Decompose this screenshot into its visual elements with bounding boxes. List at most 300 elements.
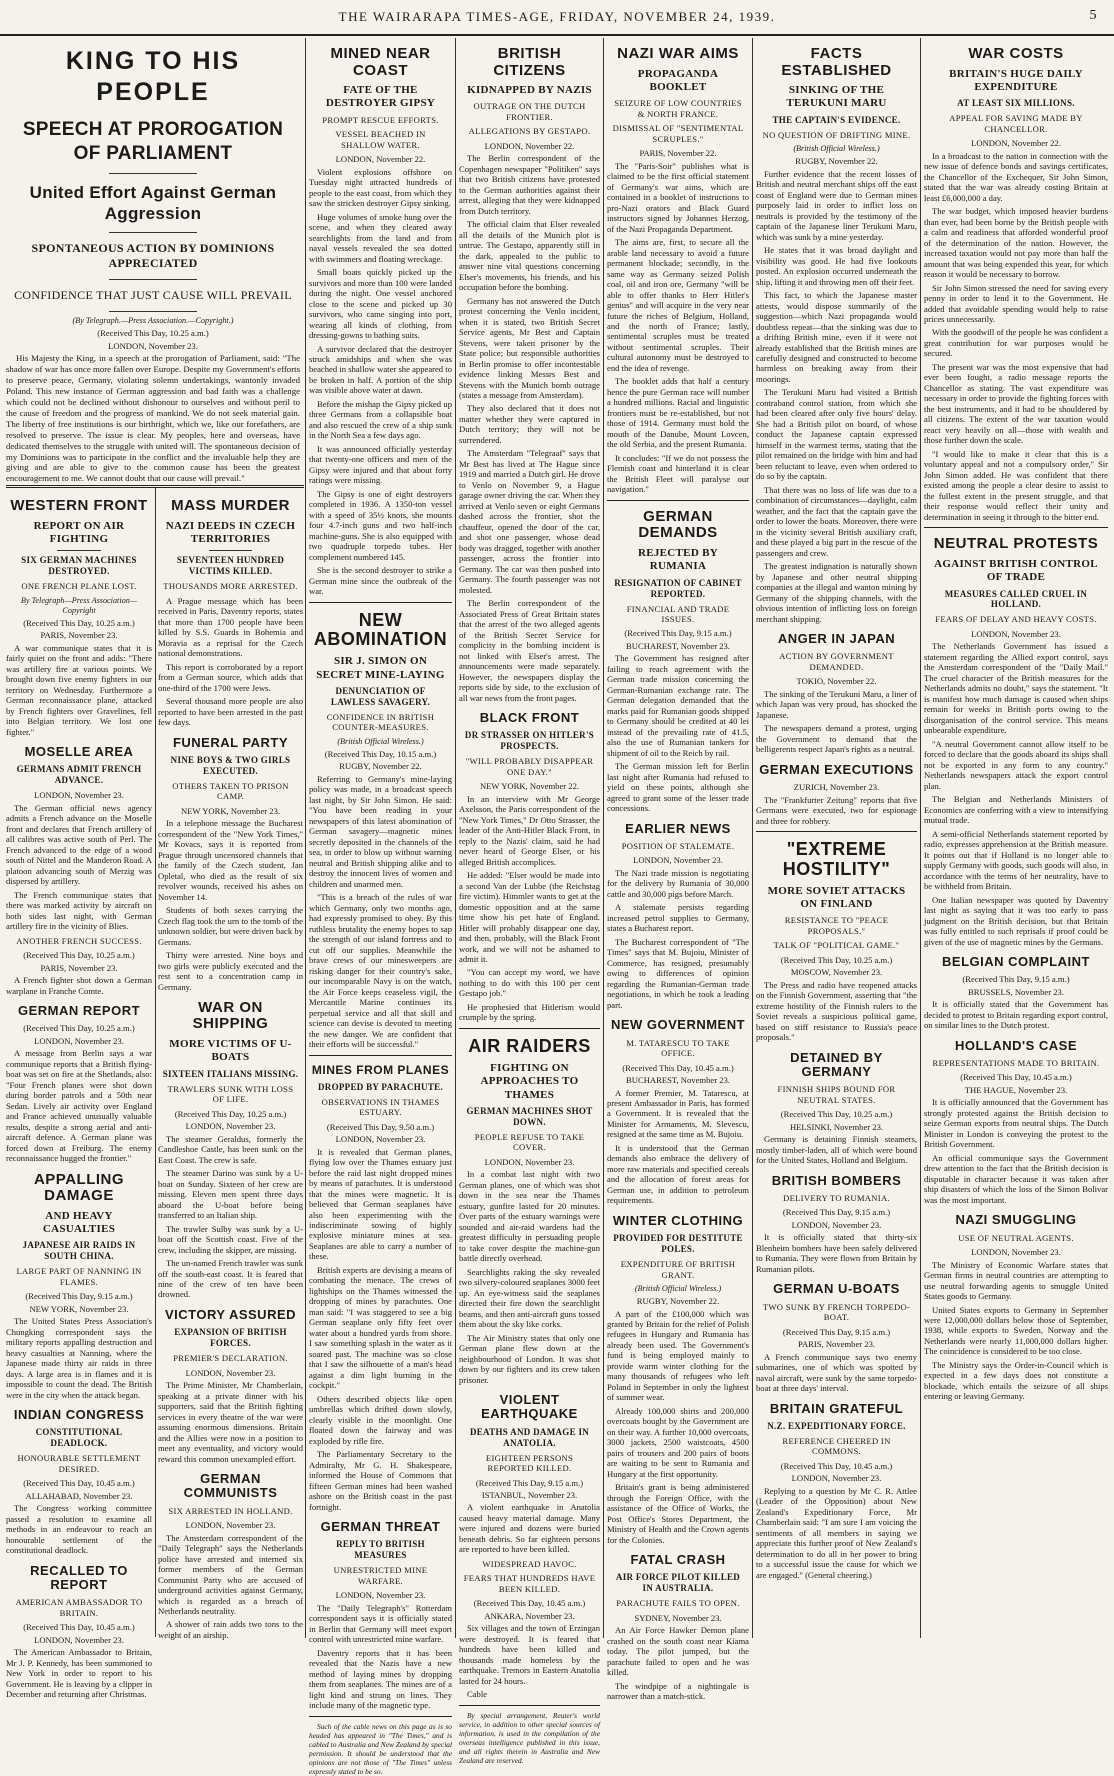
paragraph: The "Paris-Soir" publishes what is claimed to be the first official statement of Germany's war aims, which are contained in a booklet of instructions to pro-Nazi orators and Black Guard instructors signed by Johannes Herzog, of the Nazi Propaganda Department. bbox=[607, 160, 749, 234]
paragraph: The trawler Sulby was sunk by a U-boat off the Scottish coast. Five of the crew, including the skipper, are missing. bbox=[158, 1223, 303, 1255]
subhead: M. TATARESCU TO TAKE OFFICE. bbox=[626, 1037, 730, 1059]
subhead: "WILL PROBABLY DISAPPEAR ONE DAY." bbox=[465, 756, 594, 777]
subhead: NAZI DEEDS IN CZECH TERRITORIES bbox=[165, 519, 296, 545]
paragraph: In a broadcast to the nation in connection with the new issue of defence bonds and savings certificates, the Chancellor of the Exchequer, Sir John Simon, stated that the war was already costing Britain at least £6,000,000 a day. bbox=[924, 150, 1108, 203]
dateline: NEW YORK, November 22. bbox=[479, 781, 580, 792]
paragraph: He states that it was broad daylight and visibility was good. He had five lookouts posted. An explosion occurred underneath the ship, lifting it and throwing men off their feet. bbox=[756, 245, 917, 287]
subhead: DELIVERY TO RUMANIA. bbox=[783, 1193, 890, 1203]
column-rule bbox=[603, 38, 604, 1638]
subhead: PEOPLE REFUSE TO TAKE COVER. bbox=[474, 1131, 585, 1153]
paragraph: The Bucharest correspondent of "The Times" says that M. Bujoiu, Minister of Commerce, has resigned, presumably owing to differences of opinion regarding the Rumanian-German trade negotiations, in which he took a leading part. bbox=[607, 936, 749, 1010]
paragraph: Thirty were arrested. Nine boys and two girls were publicly executed and the rest sent to a concentration camp in Germany. bbox=[158, 950, 303, 992]
received-line: (Received This Day, 10.15 a.m.) bbox=[324, 748, 437, 759]
paragraph: A former Premier, M. Tatarescu, at present Ambassador in Paris, has formed a Government. It is revealed that the Minister for Armaments, M. Slevescu, resigned at the same time as M. Bujoiu. bbox=[607, 1087, 749, 1140]
paragraph: Cable bbox=[467, 1689, 488, 1700]
headline: APPALLING DAMAGE bbox=[33, 1170, 125, 1205]
subhead: SIR J. SIMON ON SECRET MINE-LAYING bbox=[316, 655, 445, 681]
paragraph: A part of the £100,000 which was granted by Britain for the relief of Polish refugees in Hungary and Rumania has already been used. The Government's fund is being employed mainly to provide warm winter clothing for the many thousands of refugees who left Poland in September in only the lightest of summer wear. bbox=[607, 1308, 749, 1403]
paragraph: The French communique states that there was marked activity by aircraft on both sides last night, with German artillery fire in the vicinity of Blies. bbox=[6, 889, 152, 932]
column-rule bbox=[752, 38, 753, 1638]
footnote: By special arrangement, Reuter's world service, in addition to other special sources of information, is used in the compilation of the overseas intelligence published in this issue, and all rights therein in Australia and New Zealand are reserved. bbox=[459, 1710, 600, 1765]
article-body: His Majesty the King, in a speech at the prorogation of Parliament, said: "The shadow of war has once more fallen over Europe. Despite my Government's efforts to preserve peace, Germany, violating solemn undertakings, wantonly invaded Poland. This new instance of German aggression and bad faith was a challenge which could not be declined without dishonour to ourselves and without peril to the cause of freedom and the progress of mankind. We do not seek material gain. The liberty of free institutions is our birthright, which we, like our forefathers, are resolved to preserve. The issue is clear. My peoples, here and overseas, have dedicated themselves to the struggle with united will. The spontaneous decision of my Dominions was to participate in the conflict and the invaluable help they are giving and are able to give to the common cause has been the greatest encouragement to me. We cannot doubt that our cause will prevail." bbox=[6, 353, 300, 484]
divider bbox=[924, 527, 1108, 528]
dateline: HELSINKI, November 23. bbox=[789, 1121, 884, 1132]
paragraph: The greatest indignation is naturally shown by Japanese and other neutral shipping companies at the illegal and wanton mining by Germany of the shipping channels, with the obvious intention of inflicting loss on foreign merchant shipping. bbox=[756, 561, 917, 624]
headline: BLACK FRONT bbox=[479, 710, 580, 726]
received-line: (Received This Day, 9.15 a.m.) bbox=[624, 628, 732, 639]
paragraph: This report is corroborated by a report from a German source, which adds that one-third of the 1700 were Jews. bbox=[158, 661, 303, 693]
received-line: (Received This Day, 9.15 a.m.) bbox=[962, 974, 1070, 985]
dateline: THE HAGUE, November 23. bbox=[964, 1084, 1068, 1095]
dateline: RUGBY, November 22. bbox=[795, 156, 878, 167]
dateline: LONDON, November 23. bbox=[971, 1247, 1061, 1258]
dateline: NEW YORK, November 23. bbox=[29, 1303, 129, 1314]
received-line: (Received This Day, 10.45 a.m.) bbox=[622, 1062, 734, 1073]
paragraph: Searchlights raking the sky revealed two silvery-coloured seaplanes 3000 feet up. An eye-witness said the seaplanes directed their fire down the searchlight beams, and then anti-aircraft guns tossed them about the sky like corks. bbox=[459, 1266, 600, 1330]
subhead: REPORT ON AIR FIGHTING bbox=[33, 519, 125, 545]
headline: VICTORY ASSURED bbox=[164, 1306, 297, 1322]
subhead: OTHERS TAKEN TO PRISON CAMP. bbox=[172, 780, 289, 802]
subhead: NINE BOYS & TWO GIRLS EXECUTED. bbox=[170, 754, 291, 776]
received-line: (Received This Day, 10.25 a.m.) bbox=[174, 1108, 287, 1119]
subhead: OBSERVATIONS IN THAMES ESTUARY. bbox=[321, 1096, 440, 1118]
paragraph: British experts are devising a means of combating the menace. The crews of lightships on the Thames witnessed the dropping of mines by parachutes. One man said: "I was staggered to see a big German seaplane only fifty feet over water about a hundred yards from shore. I saw something splash in the water as it soared past. The machine was so close that I saw the silhouette of a man's head against a dim light burning in the cockpit." bbox=[309, 1264, 452, 1391]
subhead: N.Z. EXPEDITIONARY FORCE. bbox=[767, 1420, 906, 1431]
paragraph: The Government has resigned after failing to reach agreement with the German trade mission concerning the German-Rumanian exchange rate. The German delegation demanded that the marks paid for Rumanian goods shipped to Germany should be credited at 40 lei instead of the prevailing rate of 41.5, also the use of Rumanian tankers for shipment of oil to the Reich by rail. bbox=[607, 653, 749, 758]
subhead: REPRESENTATIONS MADE TO BRITAIN. bbox=[932, 1058, 1100, 1068]
headline: NEW ABOMINATION bbox=[313, 609, 448, 650]
subhead: FEARS THAT HUNDREDS HAVE BEEN KILLED. bbox=[463, 1573, 596, 1594]
subhead: FINNISH SHIPS BOUND FOR NEUTRAL STATES. bbox=[777, 1084, 896, 1105]
subhead: PROVIDED FOR DESTITUTE POLES. bbox=[613, 1233, 743, 1255]
column-5 bbox=[607, 38, 749, 1702]
received-line: (Received This Day, 9.15 a.m.) bbox=[782, 1207, 891, 1218]
column-3 bbox=[309, 38, 452, 1776]
paragraph: "I would like to make it clear that this is a voluntary appeal and not a compulsory order," Sir John Simon added. He was confident that there existed among the people a clear desire to assist to the fullest extent in the present struggle, and that their response would reflect their unity and determination in seeing it through to the bitter end. bbox=[924, 448, 1108, 522]
masthead bbox=[0, 0, 1114, 36]
dateline: LONDON, November 23. bbox=[34, 1634, 124, 1645]
paragraph: Already 100,000 shirts and 200,000 overcoats bought by the Government are on their way. A further 10,000 overcoats, 3000 jackets, 2500 waistcoats, 4500 pairs of trousers and 200 pairs of boots are waiting to be sent to Rumania and Hungary at the first opportunity. bbox=[607, 1405, 749, 1479]
paragraph: "This is a breach of the rules of war which Germany, only two months ago, had expressly promised to obey. By this ruthless brutality the enemy hopes to sap the strength of our island fortress and to cut off our supplies. Meanwhile the brave crews of our minesweepers are risking danger for their country's sake, our incomparable Navy is on the watch, the Air Force keeps ceaseless vigil, the Mercantile Marine continues its perpetual service and all that skill and science can devise is devoted to meeting the new danger. We are confident that their efforts will be successful." bbox=[309, 892, 452, 1050]
dateline: LONDON, November 23. bbox=[185, 1367, 276, 1378]
paragraph: The German official news agency admits a French advance on the Moselle front and declares that French artillery of all calibres was active south of Perl. The French advanced to the edge of a wood south of Nittel and the Manderon Road. A platoon advancing south of Merzig was dispersed by artillery. bbox=[6, 802, 152, 887]
dateline: PARIS, November 22. bbox=[639, 148, 717, 159]
subhead: DENUNCIATION OF LAWLESS SAVAGERY. bbox=[330, 686, 431, 708]
paragraph: It is officially stated that the Government has decided to protest to Britain regarding export control, on similar lines to the Dutch protest. bbox=[924, 999, 1108, 1031]
subhead: SEIZURE OF LOW COUNTRIES & NORTH FRANCE. bbox=[614, 98, 742, 119]
paragraph: "A neutral Government cannot allow itself to be forced to declare that the goods aboard its ships shall not be exported in any form to any country." Netherlands newspapers attack the export control plan. bbox=[924, 738, 1108, 791]
paragraph: The Gipsy is one of eight destroyers completed in 1936. A 1350-ton vessel with a speed of 35½ knots, she mounts four 4.7-inch guns and two half-inch machine-guns. She is also equipped with two quadruple torpedo tubes. Her complement numbered 145. bbox=[309, 488, 452, 562]
paragraph: That there was no loss of life was due to a combination of circumstances—daylight, calm weather, and the fact that the captain gave the order to lower the boats. Moreover, there were in the vicinity several British auxiliary craft, and these played a big part in the rescue of the passengers and crew. bbox=[756, 484, 917, 558]
deck: SPONTANEOUS ACTION BY DOMINIONS APPRECIATED bbox=[31, 241, 275, 271]
subhead: THE CAPTAIN'S EVIDENCE. bbox=[772, 114, 901, 125]
subhead: MEASURES CALLED CRUEL IN HOLLAND. bbox=[944, 588, 1088, 610]
dateline: LONDON, November 23. bbox=[34, 790, 124, 801]
dateline: LONDON, November 22. bbox=[335, 154, 426, 165]
deck: United Effort Against German Aggression bbox=[29, 183, 277, 224]
subhead: AGAINST BRITISH CONTROL OF TRADE bbox=[934, 557, 1098, 584]
paragraph: The un-named French trawler was sunk off the south-east coast. It is feared that nine of the crew of ten have been drowned. bbox=[158, 1258, 303, 1300]
column-rule bbox=[920, 38, 921, 1638]
subhead: PREMIER'S DECLARATION. bbox=[173, 1353, 288, 1364]
paragraph: With the goodwill of the people he was confident a great contribution for war purposes would be secured. bbox=[924, 327, 1108, 359]
paragraph: Small boats quickly picked up the survivors and more than 100 were landed during the night. One vessel anchored close to the scene and picked up 30 survivors, who came singing into port, wearing all kinds of clothing, from dressing-gowns to bathing suits. bbox=[309, 267, 452, 341]
column-7 bbox=[924, 38, 1108, 1638]
subhead: PROMPT RESCUE EFFORTS. bbox=[322, 114, 439, 125]
subhead: GERMAN MACHINES SHOT DOWN. bbox=[466, 1105, 593, 1127]
paragraph: The Netherlands Government has issued a statement regarding the Allied export control, says the Amsterdam correspondent of the "Daily Mail." The cruel character of the British measures for the Netherlands admits no doubt," says the statement. "It is manifest how much damage is caused when ships remain for weeks in British ports owing to the disorganisation of the control service. This means unbearable expenditure. bbox=[924, 641, 1108, 736]
subhead: RESISTANCE TO "PEACE PROPOSALS." bbox=[784, 915, 889, 936]
paragraph: They also declared that it does not matter whether they were captured in Dutch territory; they will not be surrendered. bbox=[459, 403, 600, 445]
headline: FACTS ESTABLISHED bbox=[781, 45, 892, 79]
dateline: PARIS, November 23. bbox=[40, 630, 118, 641]
subhead: DR STRASSER ON HITLER'S PROSPECTS. bbox=[464, 730, 595, 752]
dateline: PARIS, November 23. bbox=[797, 1339, 876, 1350]
dateline: ANKARA, November 23. bbox=[484, 1610, 575, 1621]
subhead: SIX GERMAN MACHINES DESTROYED. bbox=[21, 555, 137, 577]
paragraph: The Amsterdam "Telegraaf" says that Mr Best has lived at The Hague since 1919 and married a Dutch girl. He drove to Venlo on November 9, a Hague garage owner driving the car. When they arrived at Venlo seven or eight Germans dashed across the frontier, shot the chauffeur, opened the door of the car, and shot one passenger, whose dead body was dragged, together with another passenger, across the frontier into Germany. The car was then pushed into Germany. The fourth passenger was not molested. bbox=[459, 448, 600, 595]
paragraph: The official claim that Elser revealed all the details of the Munich plot is untrue. The Gestapo, apparently still in the dark, appealed to the public to answer nine vital questions concerning Elser's movements, his friends, and his occupation before the bombing. bbox=[459, 219, 600, 293]
received-line: (Received This Day, 10.25 a.m.) bbox=[97, 328, 209, 339]
subhead: EIGHTEEN PERSONS REPORTED KILLED. bbox=[485, 1452, 574, 1474]
paragraph: Replying to a question by Mr C. R. Attlee (Leader of the Opposition) about New Zealand's Expeditionary Force, Mr Chamberlain said: "I am sure I am voicing the sentiments of all members in saying we appreciate this further proof of New Zealand's determination to do all in her power to bring to a successful issue the cause for which we are engaged." (General cheering.) bbox=[756, 1485, 917, 1580]
paragraph: A French communique says two enemy submarines, one of which was spotted by naval aircraft, were sunk by the same torpedo-boat at three days' interval. bbox=[756, 1351, 917, 1394]
subhead: CONFIDENCE IN BRITISH COUNTER-MEASURES. bbox=[326, 711, 435, 733]
paragraph: In an interview with Mr George Axelsson, the Paris correspondent of the "New York Times," Dr Otto Strasser, the leader of the Anti-Hitler Black Front, in reply to the Nazis' claim, said he had never heard of George Elser, or his alleged British accomplices. bbox=[459, 793, 600, 867]
subhead: ALLEGATIONS BY GESTAPO. bbox=[468, 126, 591, 137]
headline: MINES FROM PLANES bbox=[311, 1062, 450, 1077]
paragraph: In a combat last night with two German planes, one of which was shot down in the sea near the Thames estuary, gunfire lasted for 20 minutes. Over parts of the estuary warnings were sounded and air-raid wardens had the greatest difficulty in persuading people to take cover despite the machine-gun battle directly overhead. bbox=[459, 1169, 600, 1264]
paragraph: United States exports to Germany in September were 12,000,000 dollars below those of September, 1938, while exports to Sweden, Norway and the Netherlands were nearly 11,000,000 dollars higher. The coincidence is considered to be too close. bbox=[924, 1304, 1108, 1357]
paragraph: The Belgian and Netherlands Ministers of Economics are conferring with a view to intensifying mutual trade. bbox=[924, 794, 1108, 826]
paragraph: The Berlin correspondent of the Copenhagen newspaper "Politiken" says that two British citizens have protested to the German authorities against their arrest, alleging that they were kidnapped from Dutch territory. bbox=[459, 153, 600, 216]
headline: GERMAN REPORT bbox=[17, 1003, 141, 1019]
paragraph: One Italian newspaper was quoted by Daventry last night as saying that it was too early to pass judgment on the British decision, but that Britain was fully entitled to such reprisals if proof could be given of the use of magnetic mines by the Germans. bbox=[924, 894, 1108, 947]
paragraph: The "Daily Telegraph's" Rotterdam correspondent says it is officially stated in Berlin that Germany will meet export control with unrestricted mine warfare. bbox=[309, 1602, 452, 1645]
subhead: REPLY TO BRITISH MEASURES bbox=[336, 1539, 425, 1561]
paragraph: The Ministry of Economic Warfare states that German firms in neutral countries are attempting to use neutral forwarding agents to smuggle United States goods to Germany. bbox=[924, 1259, 1108, 1302]
dateline: MOSCOW, November 23. bbox=[790, 967, 883, 978]
paragraph: The steamer Geraldus, formerly the Candleshoe Castle, has been sunk on the East Coast. The crew is safe. bbox=[158, 1133, 303, 1165]
dateline: LONDON, November 23. bbox=[335, 1134, 426, 1145]
headline: KING TO HIS PEOPLE bbox=[65, 47, 241, 106]
subhead: OUTRAGE ON THE DUTCH FRONTIER. bbox=[473, 101, 586, 122]
divider bbox=[309, 602, 452, 603]
received-line: (Received This Day, 10.45 a.m.) bbox=[23, 1478, 135, 1489]
dateline: SYDNEY, November 23. bbox=[634, 1612, 722, 1623]
paragraph: The newspapers demand a protest, urging the Government to demand that the belligerents respect Japan's rights as a neutral. bbox=[756, 723, 917, 755]
subhead: APPEAL FOR SAVING MADE BY CHANCELLOR. bbox=[949, 113, 1083, 134]
subhead: EXPANSION OF BRITISH FORCES. bbox=[174, 1327, 287, 1349]
subhead: FINANCIAL AND TRADE ISSUES. bbox=[626, 603, 730, 624]
paragraph: An Air Force Hawker Demon plane crashed on the south coast near Kiama today. The pilot jumped, but the parachute failed to open and he was killed. bbox=[607, 1625, 749, 1678]
received-line: (Received This Day, 10.45 a.m.) bbox=[23, 1622, 135, 1633]
subhead: FEARS OF DELAY AND HEAVY COSTS. bbox=[935, 614, 1097, 625]
dateline: BUCHAREST, November 23. bbox=[626, 640, 730, 651]
received-line: (Received This Day, 10.45 a.m.) bbox=[960, 1072, 1072, 1083]
headline: BRITAIN GRATEFUL bbox=[769, 1400, 904, 1416]
headline: MOSELLE AREA bbox=[24, 744, 134, 760]
dateline: BUCHAREST, November 23. bbox=[626, 1075, 730, 1086]
paragraph: The Amsterdam correspondent of the "Daily Telegraph" says the Netherlands police have arrested and interned six former members of the German Communist Party who are accused of underground activities against Germany, which is regarded as a breach of Netherlands neutrality. bbox=[158, 1532, 303, 1616]
paragraph: A survivor declared that the destroyer struck amidships and when she was beached in shallow water she appeared to be broken in half. A portion of the ship was visible above water at dawn. bbox=[309, 343, 452, 396]
paragraph: Sir John Simon stressed the need for saving every penny in order to lend it to the Government. He added that avoidable spending would help to raise prices unnecessarily. bbox=[924, 282, 1108, 324]
dateline: LONDON, November 23. bbox=[108, 340, 198, 351]
paragraph: The United States Press Association's Chungking correspondent says the military reports appalling destruction and heavy casualties at Nanning, where the Japanese made thirty air raids in three days. A large area is in flames and it is impossible to count the dead. The British were in the city when the attack began. bbox=[6, 1316, 152, 1400]
paragraph: Huge volumes of smoke hung over the scene, and when they cleared away searchlights from the land and from naval vessels revealed the sea dotted with swimmers and floating wreckage. bbox=[309, 211, 452, 264]
paragraph: He added: "Elser would be made into a second Van der Lubbe (the Reichstag fire victim). Himmler wants to get at the domestic opposition and at the same time show his pet hate of England. Hitler will probably disappear one day, and then, probably, will the Black Front work, and we will not be ashamed to admit it. bbox=[459, 870, 600, 964]
deck: CONFIDENCE THAT JUST CAUSE WILL PREVAIL bbox=[14, 288, 292, 302]
headline: BRITISH BOMBERS bbox=[771, 1172, 902, 1188]
subhead: REJECTED BY RUMANIA bbox=[637, 546, 718, 573]
paragraph: Violent explosions offshore on Tuesday night attracted hundreds of people to the east coast, from which they saw the stricken destroyer Gipsy sinking. bbox=[309, 166, 452, 209]
headline: HOLLAND'S CASE bbox=[954, 1037, 1078, 1053]
subhead: AIR FORCE PILOT KILLED IN AUSTRALIA. bbox=[615, 1572, 741, 1594]
king-article bbox=[6, 38, 300, 483]
dateline: LONDON, November 23. bbox=[185, 1121, 276, 1132]
paragraph: The aims are, first, to secure all the arable land necessary to avoid a future permanent blockade; secondly, in the same way as Germany seized Polish coal, oil and iron ore, Germany "will be able to offer thanks to Herr Hitler's genius" and will acquire in the very near future the riches of Belgium, Holland, and the north of France; lastly, sentimental scruples must be treated without sentimental scruples. Their cultural autonomy must be destroyed to end the idea of revenge. bbox=[607, 237, 749, 373]
paragraph: It is understood that the German demands also embrace the delivery of more raw materials and specified cereals and the allocation of forest areas for German use, in addition to petroleum requirements. bbox=[607, 1142, 749, 1206]
footnote: Such of the cable news on this page as is so headed has appeared in "The Times," and is cabled to Australia and New Zealand by special permission. It should be understood that the opinions are not those of "The Times" unless expressly stated to be so. bbox=[309, 1721, 452, 1776]
credit-line: (By Telegraph.—Press Association.—Copyright.) bbox=[72, 315, 234, 325]
dateline: ZURICH, November 23. bbox=[793, 782, 880, 793]
paragraph: The Parliamentary Secretary to the Admiralty, Mr G. H. Shakespeare, informed the House of Commons that fifteen German mines had been washed ashore on the British coast in the past fortnight. bbox=[309, 1449, 452, 1512]
paragraph: The windpipe of a nightingale is narrower than a match-stick. bbox=[607, 1680, 749, 1702]
headline: WESTERN FRONT bbox=[10, 497, 148, 514]
column-4 bbox=[459, 38, 600, 1765]
subhead: POSITION OF STALEMATE. bbox=[621, 841, 735, 851]
subhead: PROPAGANDA BOOKLET bbox=[637, 67, 719, 93]
received-line: (Received This Day, 10.25 a.m.) bbox=[23, 950, 135, 961]
dateline: LONDON, November 23. bbox=[335, 1590, 426, 1601]
section-rule bbox=[6, 485, 304, 488]
subhead: DISMISSAL OF "SENTIMENTAL SCRUPLES." bbox=[612, 123, 744, 144]
subhead: VESSEL BEACHED IN SHALLOW WATER. bbox=[335, 129, 426, 150]
headline: GERMAN THREAT bbox=[320, 1519, 441, 1535]
subhead: GERMANS ADMIT FRENCH ADVANCE. bbox=[16, 764, 142, 786]
paragraph: The American Ambassador to Britain, Mr J. P. Kennedy, has been summoned to New York in order to report to his Government. He is leaving by a clipper in December and returning after Christmas. bbox=[6, 1647, 152, 1700]
credit-line: (British Official Wireless.) bbox=[337, 736, 424, 746]
paragraph: The "Frankfurter Zeitung" reports that five Germans were executed, two for espionage and three for robbery. bbox=[756, 794, 917, 826]
dateline: ISTANBUL, November 23. bbox=[481, 1489, 578, 1500]
paragraph: Germany is detaining Finnish steamers, mostly timber-laden, all of which were bound for the United States, Holland and Belgium. bbox=[756, 1134, 917, 1166]
headline: GERMAN COMMUNISTS bbox=[183, 1471, 278, 1501]
headline: DETAINED BY GERMANY bbox=[790, 1049, 883, 1080]
divider bbox=[756, 831, 917, 832]
dateline: LONDON, November 23. bbox=[791, 1219, 882, 1230]
paragraph: The Prime Minister, Mr Chamberlain, speaking at a private dinner with his supporters, said that the British fighting services in every theatre of the war were assuming enormous dimensions. Britain and the Allies were now in a position to meet any eventuality, and victory would reward this common unexampled effort. bbox=[158, 1380, 303, 1464]
headline: FATAL CRASH bbox=[630, 1552, 726, 1568]
paragraph: Before the mishap the Gipsy picked up three Germans from a collapsible boat and also rescued the crew of a ship sunk in the North Sea a few days ago. bbox=[309, 398, 452, 441]
divider bbox=[109, 279, 197, 280]
paragraph: She is the second destroyer to strike a German mine since the outbreak of the war. bbox=[309, 565, 452, 597]
paragraph: Germany has not answered the Dutch protest concerning the Venlo incident, when it is stated, two British Secret Service agents, Mr Best and Captain Stevens, were taken prisoner by the State police; but responsible authorities in Berlin promise to offer incontestable evidence linking Messrs Best and Stevens with the Munich bomb outrage (states a message from Amsterdam). bbox=[459, 295, 600, 400]
paragraph: It concludes: "If we do not possess the Flemish coast and hinterland it is clear the British Fleet will paralyse our navigation." bbox=[607, 452, 749, 495]
subhead: DROPPED BY PARACHUTE. bbox=[317, 1081, 444, 1092]
paragraph: The Nazi trade mission is negotiating for the delivery by Rumania of 30,000 cattle and 30,000 pigs before March. bbox=[607, 867, 749, 899]
received-line: (Received This Day, 9.15 a.m.) bbox=[782, 1326, 891, 1337]
paragraph: The steamer Darino was sunk by a U-boat on Sunday. Sixteen of her crew are missing. Eleven men spent three days aboard the U-boat before being transferred to an Italian ship. bbox=[158, 1168, 303, 1221]
headline: MASS MURDER bbox=[171, 497, 290, 514]
subhead: RESIGNATION OF CABINET REPORTED. bbox=[614, 577, 742, 599]
paragraph: It is officially stated that thirty-six Blenheim bombers have been safely delivered to Rumania. They were flown from Britain by Rumanian pilots. bbox=[756, 1232, 917, 1274]
received-line: (Received This Day, 10.25 a.m.) bbox=[23, 617, 135, 628]
received-line: (Received This Day, 10.45 a.m.) bbox=[780, 1460, 893, 1471]
subhead: UNRESTRICTED MINE WARFARE. bbox=[333, 1565, 428, 1586]
received-line: (Received This Day, 10.25 a.m.) bbox=[780, 1109, 893, 1120]
divider bbox=[109, 232, 197, 233]
divider bbox=[459, 1028, 600, 1029]
subhead: LARGE PART OF NANNING IN FLAMES. bbox=[16, 1266, 142, 1287]
paragraph: A violent earthquake in Anatolia caused heavy material damage. Many were injured and dozens were buried beneath debris. So far eighteen persons are reported to have been killed. bbox=[459, 1502, 600, 1555]
dateline: RUGBY, November 22. bbox=[339, 761, 422, 772]
received-line: (Received This Day, 10.25 a.m.) bbox=[780, 954, 893, 965]
paragraph: A message from Berlin says a war communique reports that a British flying-boat was set on fire at the Shetlands, also: "Four French planes were shot down during border patrols and a 50th near Sedan. Lively air activity over England and France achieved unusually valuable results, despite a strong aerial and anti-aircraft defence. A German plane was forced down at Freiburg. The enemy reconnaissance hugged the frontier." bbox=[6, 1048, 152, 1164]
subhead: AMERICAN AMBASSADOR TO BRITAIN. bbox=[15, 1597, 143, 1618]
paragraph: Daventry reports that it has been revealed that the Nazis have a new method of laying mines by dropping them from seaplanes. The mines are of a light kind and strung on lines. They include many of the magnetic type. bbox=[309, 1647, 452, 1711]
deck: SPEECH AT PROROGATION OF PARLIAMENT bbox=[22, 119, 284, 164]
paragraph: The German mission left for Berlin last night after Rumania had refused to yield on these points, although she agreed to grant some of the lesser trade concessions. bbox=[607, 761, 749, 814]
headline: EARLIER NEWS bbox=[625, 820, 731, 836]
credit-line: By Telegraph—Press Association—Copyright bbox=[20, 595, 138, 615]
received-line: (Received This Day, 10.25 a.m.) bbox=[23, 1023, 135, 1034]
headline: VIOLENT EARTHQUAKE bbox=[481, 1392, 578, 1422]
paragraph: The booklet adds that half a century hence the pure German race will number a hundred millions. Racial and linguistic frontiers must be re-established, but not those of 1914. Germany must hold the mouth of the Danube, Mount Lovcen, the old Serbia, and the present Rumania. bbox=[607, 376, 749, 450]
paragraph: Six villages and the town of Erzingan were destroyed. It is feared that hundreds have been killed and thousands made homeless by the earthquake. Tremors in Eastern Anatolia lasted for 24 hours. bbox=[459, 1623, 600, 1686]
divider bbox=[309, 1716, 452, 1717]
column-rule bbox=[305, 38, 306, 1638]
subhead: TRAWLERS SUNK WITH LOSS OF LIFE. bbox=[167, 1083, 294, 1105]
column-2 bbox=[158, 490, 303, 1640]
dateline: RUGBY, November 22. bbox=[636, 1296, 720, 1307]
dateline: BRUSSELS, November 23. bbox=[968, 986, 1064, 997]
headline: WAR ON SHIPPING bbox=[192, 998, 269, 1033]
subhead: THOUSANDS MORE ARRESTED. bbox=[163, 581, 298, 592]
subhead: FIGHTING ON APPROACHES TO THAMES bbox=[480, 1061, 579, 1101]
subhead: SINKING OF THE TERUKUNI MARU bbox=[786, 84, 887, 110]
headline: GERMAN EXECUTIONS bbox=[759, 761, 914, 777]
paragraph: Students of both sexes carrying the Czech flag took the urn to the tomb of the unknown soldier, but were driven back by Germans. bbox=[158, 905, 303, 947]
paragraph: In a telephone message the Bucharest correspondent of the "New York Times," Mr Kovacs, says it is reported from Prague through uncensored channels that the family of the Czech student, Jan Opletal, who died as the result of six revolver wounds, received his ashes on November 14. bbox=[158, 818, 303, 902]
dateline: ALLAHABAD, November 23. bbox=[25, 1490, 133, 1501]
paragraph: The Ministry says the Order-in-Council which is expected in a few days does not constitute a blockade, which entails the seizure of all ships entering or leaving Germany. bbox=[924, 1359, 1108, 1402]
column-6 bbox=[756, 38, 917, 1638]
headline: AIR RAIDERS bbox=[468, 1035, 591, 1056]
paragraph: A stalemate persists regarding increased petrol supplies to Germany, states a Bucharest report. bbox=[607, 902, 749, 934]
paragraph: The sinking of the Terukuni Maru, a liner of which Japan was very proud, has shocked the Japanese. bbox=[756, 688, 917, 720]
credit-line: (British Official Wireless.) bbox=[793, 144, 880, 154]
subhead: MORE VICTIMS OF U-BOATS bbox=[169, 1037, 292, 1064]
subhead: USE OF NEUTRAL AGENTS. bbox=[958, 1232, 1074, 1243]
column-rule bbox=[155, 487, 156, 1637]
headline: "EXTREME HOSTILITY" bbox=[782, 838, 891, 879]
paragraph: Britain's grant is being administered through the Foreign Office, with the assistance of the Office of Works, the Post Office's Stores Department, the Ministry of Health and the Crown agents for the Colonies. bbox=[607, 1482, 749, 1545]
headline: NAZI SMUGGLING bbox=[955, 1212, 1077, 1228]
headline: NAZI WAR AIMS bbox=[617, 45, 739, 62]
subhead: DEATHS AND DAMAGE IN ANATOLIA. bbox=[469, 1426, 590, 1448]
headline: WAR COSTS bbox=[968, 45, 1064, 62]
divider bbox=[57, 550, 101, 551]
received-line: (Received This Day, 9.50 a.m.) bbox=[326, 1121, 435, 1132]
dateline: LONDON, November 23. bbox=[791, 1473, 882, 1484]
subhead: CONSTITUTIONAL DEADLOCK. bbox=[35, 1427, 123, 1449]
paragraph: Others described objects like open umbrellas which drifted down slowly, clearly visible in the moonlight. One floated down the fairway and was exploded by rifle fire. bbox=[309, 1393, 452, 1446]
headline: GERMAN DEMANDS bbox=[638, 507, 718, 542]
paragraph: A shower of rain adds two tons to the weight of an airship. bbox=[158, 1619, 303, 1640]
dateline: LONDON, November 22. bbox=[484, 140, 575, 151]
divider bbox=[209, 550, 253, 551]
divider bbox=[309, 1055, 452, 1056]
subhead: FATE OF THE DESTROYER GIPSY bbox=[325, 84, 436, 110]
paragraph: An official communique says the Government drew attention to the fact that the British decision is disputable in character because it was taken after ship disasters of which the loss of the Simon Bolivar was the most important. bbox=[924, 1152, 1108, 1205]
headline: GERMAN U-BOATS bbox=[773, 1281, 900, 1297]
dateline: LONDON, November 23. bbox=[971, 628, 1061, 639]
column-rule bbox=[455, 38, 456, 1638]
received-line: (Received This Day, 9.15 a.m.) bbox=[25, 1291, 133, 1302]
received-line: (Received This Day, 10.45 a.m.) bbox=[473, 1598, 586, 1609]
paragraph: Referring to Germany's mine-laying policy was made, in a broadcast speech last night, by Sir John Simon. He said: "You have been reading in your newspapers of this latest abomination of German savagery—magnetic mines secretly deposited in the channels of the sea, in order to blow up without warning neutral and British shipping alike and to destroy the innocent lives of women and children and unarmed men. bbox=[309, 773, 452, 889]
dateline: PARIS, November 23. bbox=[40, 962, 118, 973]
paragraph: A Prague message which has been received in Paris, Daventry reports, states that more than 1700 people have been killed by S.S. Guards in Bohemia and Moravia as a reprisal for the Czech national demonstrations. bbox=[158, 595, 303, 659]
headline: BRITISH CITIZENS bbox=[493, 45, 566, 79]
subhead: AND HEAVY CASUALTIES bbox=[42, 1209, 116, 1236]
subhead: HONOURABLE SETTLEMENT DESIRED. bbox=[17, 1453, 141, 1474]
subhead: ANOTHER FRENCH SUCCESS. bbox=[16, 935, 142, 946]
headline: WINTER CLOTHING bbox=[612, 1212, 744, 1228]
subhead: ONE FRENCH PLANE LOST. bbox=[21, 581, 137, 592]
subhead: KIDNAPPED BY NAZIS bbox=[467, 84, 592, 96]
subhead: WIDESPREAD HAVOC. bbox=[482, 1558, 577, 1569]
divider bbox=[109, 311, 197, 312]
subhead: SEVENTEEN HUNDRED VICTIMS KILLED. bbox=[176, 555, 285, 577]
dateline: LONDON, November 23. bbox=[34, 1035, 124, 1046]
divider bbox=[459, 1705, 600, 1706]
paragraph: The Air Ministry states that only one German plane flew down at the neighbourhood of London. It was shot down by our fighters and its crew taken prisoner. bbox=[459, 1332, 600, 1385]
masthead-title: THE WAIRARAPA TIMES-AGE, FRIDAY, NOVEMBER 24, 1939. bbox=[338, 9, 776, 24]
column-1 bbox=[6, 490, 152, 1700]
paragraph: The Berlin correspondent of the Associated Press of Great Britain states that the arrest of the two alleged agents of the British Secret Service for complicity in the bombing incident is not linked with Elser's arrest. The announcements were made separately. However, the newspapers display the reports side by side, to the exclusion of all war news from the front pages. bbox=[459, 598, 600, 703]
headline: ANGER IN JAPAN bbox=[777, 631, 896, 647]
headline: FUNERAL PARTY bbox=[172, 734, 289, 750]
subhead: REFERENCE CHEERED IN COMMONS. bbox=[782, 1435, 891, 1457]
paragraph: It is officially announced that the Government has strongly protested against the British decision to seize German exports from neutral ships. The Dutch Minister in London is conveying the protest to the British Government. bbox=[924, 1097, 1108, 1150]
divider bbox=[109, 173, 197, 174]
paragraph: It was announced officially yesterday that twenty-one officers and men of the Gipsy were injured and that about forty ratings were missing. bbox=[309, 443, 452, 486]
headline: NEW GOVERNMENT bbox=[610, 1017, 746, 1033]
subhead: SIX ARRESTED IN HOLLAND. bbox=[168, 1505, 293, 1516]
subhead: MORE SOVIET ATTACKS ON FINLAND bbox=[767, 884, 906, 910]
paragraph: Several thousand more people are also reported to have been arrested in the past few days. bbox=[158, 696, 303, 728]
dateline: LONDON, November 23. bbox=[633, 855, 723, 866]
headline: INDIAN CONGRESS bbox=[13, 1407, 145, 1423]
paragraph: He prophesied that Hitlerism would crumple by the spring. bbox=[459, 1001, 600, 1023]
subhead: BRITAIN'S HUGE DAILY EXPENDITURE bbox=[949, 67, 1083, 93]
paragraph: A semi-official Netherlands statement reported by radio, expresses apprehension at the British measure. It points out that if Holland is no longer able to supply Germany with goods, such goods will also, in accordance with the terms of her neutrality, have to be withheld from Britain. bbox=[924, 828, 1108, 892]
paragraph: A war communique states that it is fairly quiet on the front and adds: "There was artillery fire at various points. We brought down five enemy fighters in our territory on Wednesday. Furthermore a German reconnaissance plane, attacked by French fighters over Gravelines, fell into Belgian territory. We lost one fighter." bbox=[6, 642, 152, 737]
subhead: AT LEAST SIX MILLIONS. bbox=[957, 98, 1075, 109]
divider bbox=[607, 500, 749, 501]
subhead: SIXTEEN ITALIANS MISSING. bbox=[162, 1068, 299, 1079]
dateline: LONDON, November 22. bbox=[971, 138, 1061, 149]
headline: RECALLED TO REPORT bbox=[30, 1562, 128, 1593]
paragraph: It is revealed that German planes, flying low over the Thames estuary just before the raid last night dropped mines by means of parachutes. It is understood that the mines were magnetic. It is believed that German seaplanes have also been experimenting with the indiscriminate sowing of highly explosive miniature mines at sea. Seaplanes are able to carry a number of these. bbox=[309, 1146, 452, 1262]
subhead: PARACHUTE FAILS TO OPEN. bbox=[616, 1598, 740, 1609]
paragraph: A French fighter shot down a German warplane in Franche Comte. bbox=[6, 975, 152, 996]
paragraph: The Terukuni Maru had visited a British contraband control station, from which she had been cleared after only five hours' delay. She had a British pilot on board, of whose conduct the Japanese captain expressed himself in the warmest terms, stating that the pilot remained on the bridge with him and had been reluctant to leave, even when ordered to do so by the captain. bbox=[756, 387, 917, 482]
headline: BELGIAN COMPLAINT bbox=[942, 953, 1090, 969]
subhead: TALK OF "POLITICAL GAME." bbox=[773, 940, 900, 951]
received-line: (Received This Day, 9.15 a.m.) bbox=[475, 1477, 584, 1488]
